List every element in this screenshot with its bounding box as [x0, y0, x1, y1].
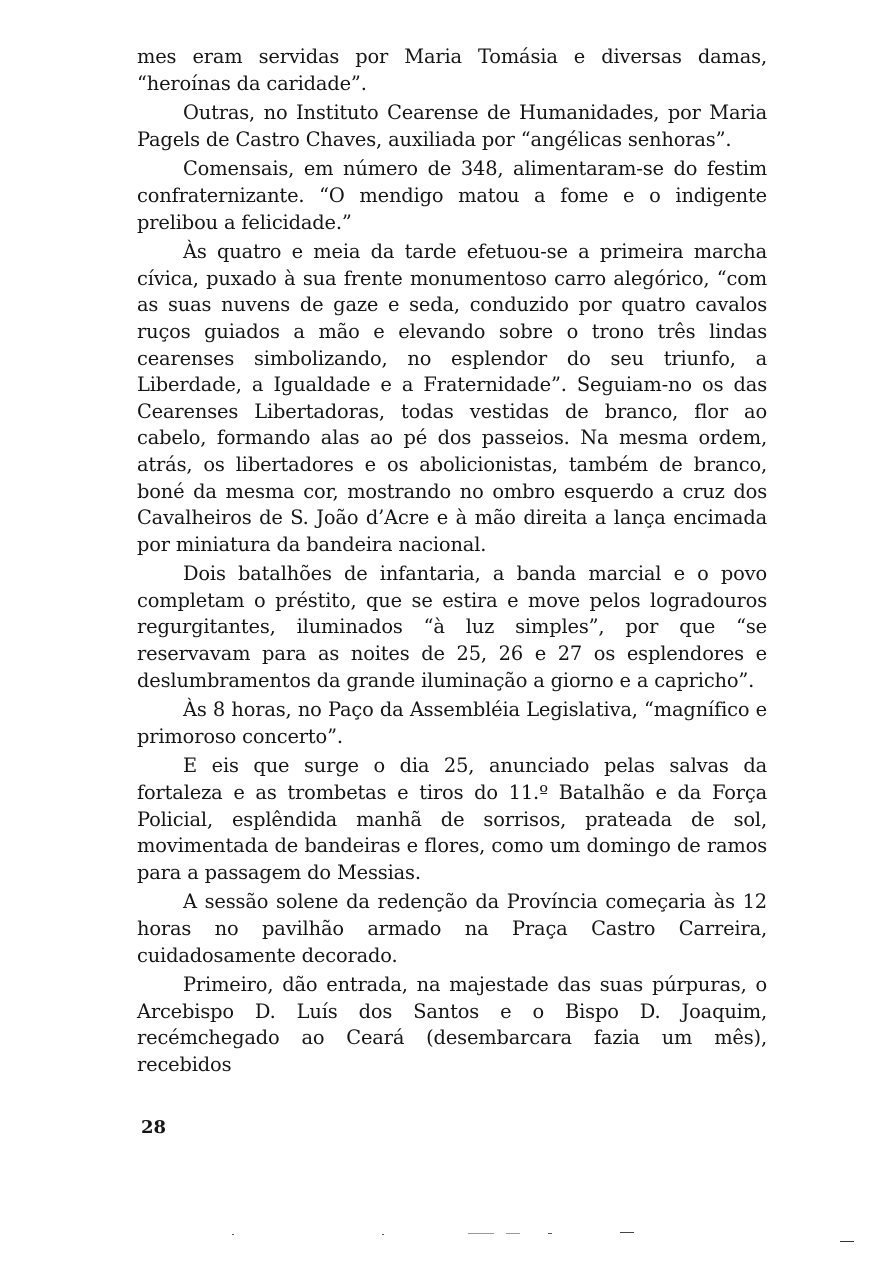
paragraph-7: E eis que surge o dia 25, anunciado pelas salvas da fortaleza e as trombetas e tiros do 11.º Batalhão e da Força Policial, esplêndida manhã de sorrisos, prateada de sol, movimentada de bandeiras e flores, como um domingo de ramos para a passagem do Messias.	[137, 754, 767, 884]
paragraph-5: Dois batalhões de infantaria, a banda marcial e o povo completam o préstito, que se estira e move pelos logradouros regurgitantes, iluminados “à luz simples”, por que “se reservavam para as noites de 25, 26 e 27 os esplendores e deslumbramentos da grande iluminação a giorno e a capricho”.	[137, 562, 767, 692]
paragraph-2: Outras, no Instituto Cearense de Humanidades, por Maria Pagels de Castro Chaves, auxiliada por “angélicas senhoras”.	[137, 101, 767, 151]
page-body	[137, 44, 767, 1079]
page-number: 28	[141, 1117, 167, 1138]
scan-speck	[468, 1233, 494, 1234]
paragraph-4: Às quatro e meia da tarde efetuou-se a primeira marcha cívica, puxado à sua frente monumentoso carro alegórico, “com as suas nuvens de gaze e seda, conduzido por quatro cavalos ruços guiados a mão e elevando sobre o trono três lindas cearenses simbolizando, no esplendor do seu triunfo, a Liberdade, a Igualdade e a Fraternidade”. Seguiam-no os das Cearenses Libertadoras, todas vestidas de branco, flor ao cabelo, formando alas ao pé dos passeios. Na mesma ordem, atrás, os libertadores e os abolicionistas, também de branco, boné da mesma cor, mostrando no ombro esquerdo a cruz dos Cavalheiros de S. João d’Acre e à mão direita a lança encimada por miniatura da bandeira nacional.	[137, 240, 767, 556]
paragraph-9: Primeiro, dão entrada, na majestade das suas púrpuras, o Arcebispo D. Luís dos Santos e o Bispo D. Joaquim, recémchegado ao Ceará (desembarcara fazia um mês), recebidos	[137, 973, 767, 1076]
scan-speck	[548, 1233, 552, 1234]
paragraph-1: mes eram servidas por Maria Tomásia e diversas damas, “heroínas da caridade”.	[137, 45, 767, 95]
scan-speck	[382, 1234, 384, 1235]
paragraph-3: Comensais, em número de 348, alimentaram-se do festim confraternizante. “O mendigo matou a fome e o indigente prelibou a felicidade.”	[137, 157, 767, 234]
scan-speck	[840, 1241, 854, 1242]
scan-speck	[232, 1234, 234, 1235]
scan-speck	[620, 1232, 634, 1233]
scan-speck	[506, 1233, 520, 1234]
scan-artifacts	[0, 1228, 893, 1248]
paragraph-6: Às 8 horas, no Paço da Assembléia Legislativa, “magnífico e primoroso concerto”.	[137, 698, 767, 748]
paragraph-8: A sessão solene da redenção da Província começaria às 12 horas no pavilhão armado na Praça Castro Carreira, cuidadosamente decorado.	[137, 890, 767, 967]
